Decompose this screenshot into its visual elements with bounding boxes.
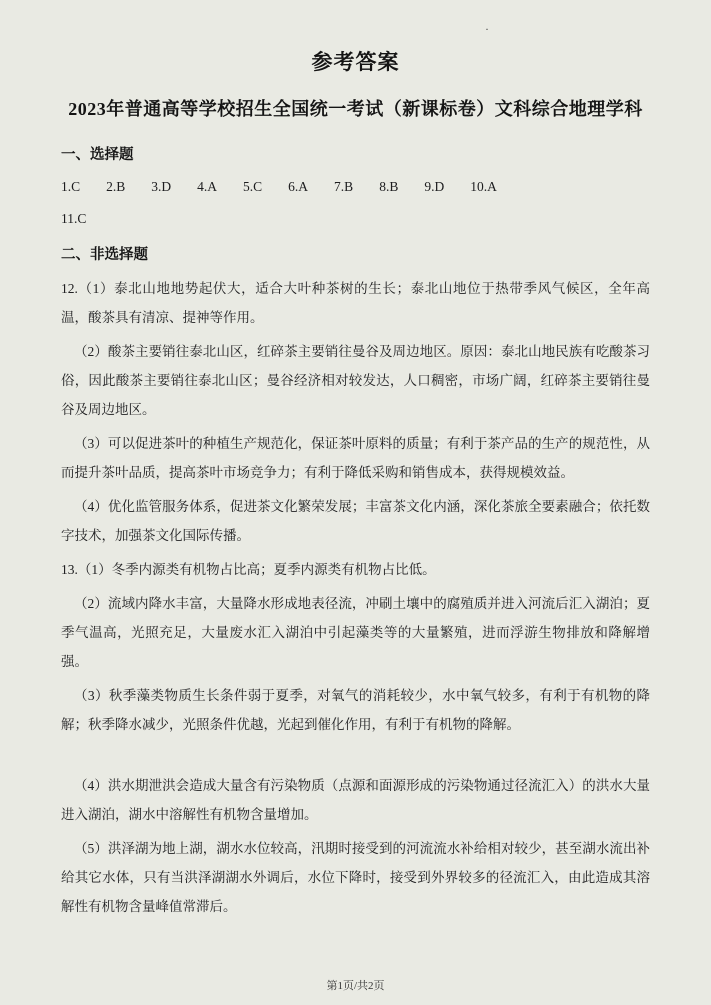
exam-subtitle: 2023年普通高等学校招生全国统一考试（新课标卷）文科综合地理学科 (68, 99, 643, 119)
essay-answers (61, 274, 650, 921)
answer-item: 11.C (61, 211, 87, 226)
answer-item: 10.A (470, 179, 497, 194)
answer-paragraph-q13-4: （4）洪水期泄洪会造成大量含有污染物质（点源和面源形成的污染物通过径流汇入）的洪水大量进入湖泊，湖水中溶解性有机物含量增加。 (61, 778, 650, 822)
choice-answers-row-2 (61, 211, 650, 227)
section-heading-essay: 二、非选择题 (61, 247, 148, 263)
answer-paragraph-q13-5: （5）洪泽湖为地上湖，湖水水位较高，汛期时接受到的河流流水补给相对较少，甚至湖水流出补给其它水体，只有当洪泽湖湖水外调后，水位下降时，接受到外界较多的径流汇入，由此造成其溶解性有机物含量峰值常滞后。 (61, 841, 650, 914)
answer-item: 7.B (334, 179, 354, 194)
answer-item: 9.D (424, 179, 445, 194)
answer-item: 3.D (151, 179, 172, 194)
answer-paragraph-q12-1: 12.（1）泰北山地地势起伏大，适合大叶种茶树的生长；泰北山地位于热带季风气候区，全年高温，酸茶具有清凉、提神等作用。 (61, 281, 650, 325)
answer-item: 2.B (106, 179, 126, 194)
answer-item: 1.C (61, 179, 81, 194)
answer-paragraph-q13-2: （2）流域内降水丰富，大量降水形成地表径流，冲刷土壤中的腐殖质并进入河流后汇入湖泊；夏季气温高，光照充足，大量废水汇入湖泊中引起藻类等的大量繁殖，进而浮游生物排放和降解增强。 (61, 596, 650, 669)
answer-item: 5.C (243, 179, 263, 194)
page-footer: 第1页/共2页 (326, 980, 385, 992)
answer-paragraph-q12-2: （2）酸茶主要销往泰北山区，红碎茶主要销往曼谷及周边地区。原因：泰北山地民族有吃酸茶习俗，因此酸茶主要销往泰北山区；曼谷经济相对较发达，人口稠密，市场广阔，红碎茶主要销往曼谷及周边地区。 (61, 344, 650, 417)
answer-item: 8.B (379, 179, 399, 194)
answer-paragraph-q13-1: 13.（1）冬季内源类有机物占比高；夏季内源类有机物占比低。 (61, 562, 436, 577)
choice-answers-row-1 (61, 179, 650, 195)
answer-paragraph-q13-3: （3）秋季藻类物质生长条件弱于夏季，对氧气的消耗较少，水中氧气较多，有利于有机物的降解；秋季降水减少，光照条件优越，光起到催化作用，有利于有机物的降解。 (61, 688, 650, 732)
answer-paragraph-q12-3: （3）可以促进茶叶的种植生产规范化，保证茶叶原料的质量；有利于茶产品的生产的规范性，从而提升茶叶品质，提高茶叶市场竞争力；有利于降低采购和销售成本，获得规模效益。 (61, 436, 650, 480)
page-title: 参考答案 (311, 50, 400, 74)
corner-mark: · (485, 22, 489, 36)
answer-item: 6.A (288, 179, 309, 194)
answer-item: 4.A (197, 179, 218, 194)
section-heading-choice: 一、选择题 (61, 147, 134, 163)
answer-paragraph-q12-4: （4）优化监管服务体系，促进茶文化繁荣发展；丰富茶文化内涵，深化茶旅全要素融合；依托数字技术，加强茶文化国际传播。 (61, 499, 650, 543)
